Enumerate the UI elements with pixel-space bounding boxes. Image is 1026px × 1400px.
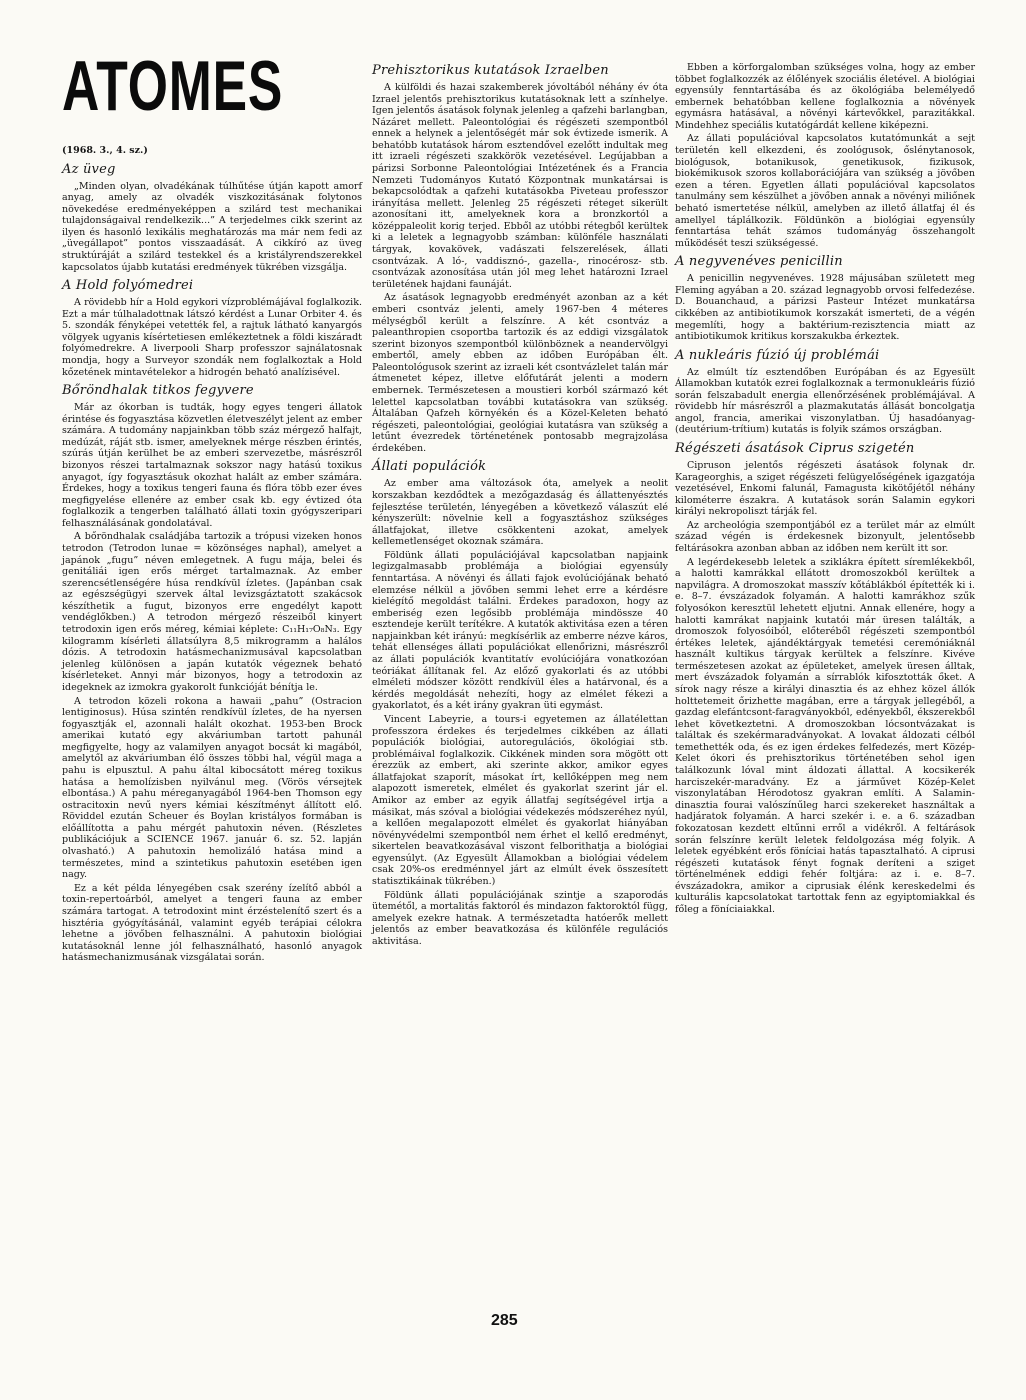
article-paragraph: A legérdekesebb leletek a sziklákra épített síremlékekből, a halotti kamrákkal ellátott dromoszokból kerültek a napvilágra. A dromoszokat masszív kőtáblákból építették ki i. e. 8–7. évszázadok folyamán. A halotti kamrákhoz szűk folyosókon keresztül lehetett eljutni. Annak ellenére, hogy a halotti kamrákat napjaink kutatói már üresen találták, a dromoszok folyosóiból, előteréből régészeti szempontból értékes leletek, ajándéktárgyak temetési ceremóniáknál használt kultikus tárgyak kerültek a felszínre. Kivéve természetesen azokat az épületeket, amelyek üresen álltak, mert évszázadok folyamán a sírrablók kifosztották őket. A sírok nagy része a királyi dinasztia és az ehhez közel állók holttetemeit őrizhette magában, erre a tárgyak jellegéből, a gazdag elefántcsont-faragványokból, edényekből, ékszerekből lehet következtetni. A dromoszokban lócsontvázakat is találtak és szekérmaradványokat. A lovakat áldozati célból temethették oda, és ez igen érdekes felfedezés, mert Közép-Kelet ókori és prehisztorikus történetében sehol igen találkozunk lóval mint áldozati állattal. A kocsikerék harciszekér-maradvány. Ez a járművet Közép-Kelet viszonylatában Hérodotosz gyakran említi. A Salamin-dinasztia fourai valószínűleg harci szekereket használtak a hadjáratok folyamán. A harci szekér i. e. a 6. században fokozatosan kezdett eltűnni erről a vidékről. A feltárások során felszínre került leletek feldolgozása még folyik. A leletek egyébként erős föníciai hatás tapasztalható. A ciprusi régészeti kutatások fényt fognak deríteni a sziget történelmének eddigi fehér foltjára: az i. e. 8–7. évszázadokra, amikor a ciprusiak élénk kereskedelmi és kulturális kapcsolatokat tartottak fenn az egyiptomiakkal és főleg a föníciaiakkal. (675, 556, 975, 915)
article-paragraph: Földünk állati populációjával kapcsolatban napjaink legizgalmasabb problémája a biológiai egyensúly fenntartása. A növényi és állati fajok evolúciójának beható elemzése nélkül a jövőben semmi lehet erre a kérdésre kielégítő megoldást találni. Érdekes paradoxon, hogy az emberiség ezen legősibb problémája mindössze 40 esztendeje került terítékre. A kutatók aktivitása ezen a téren napjainkban két irányú: megkísérlik az emberre nézve káros, tehát ellenséges állati populációkat ellenőrizni, másrészről az állati populációk kvantitatív evolúciójára vonatkozóan teóriákat állítanak fel. Az előző gyakorlati és az utóbbi elméleti módszer között rendkívül éles a határvonal, és a kérdés megoldását nehezíti, hogy az elmélet fékezi a gyakorlatot, és a két irány gyakran üti egymást. (372, 549, 668, 712)
article-paragraph: Ebben a körforgalomban szükséges volna, hogy az ember többet foglalkozzék az élőlények szociális életével. A biológiai egyensúly fenntartásába és az ökológiába belemélyedő embernek behatóbban kellene foglalkoznia a növények egymásra hatásával, a növényi kártevőkkel, parazitákkal. Mindehhez speciális kutatógárdát kellene kiképezni. (675, 62, 975, 131)
article-paragraph: Az ember ama változások óta, amelyek a neolit korszakban kezdődtek a mezőgazdaság és állattenyésztés fejlesztése területén, lényegében a következő válaszút elé kényszerült: növelnie kell a fogyasztáshoz szükséges állatfajokat, illetve csökkenteni azokat, amelyek kellemetlenséget okoznak számára. (372, 478, 668, 548)
column-right (675, 62, 975, 918)
column-middle (372, 64, 668, 950)
article-paragraph: Már az ókorban is tudták, hogy egyes tengeri állatok érintése és fogyasztása közvetlen életveszélyt jelent az ember számára. A tudomány napjainkban több száz mérgező halfajt, medúzát, ráját stb. ismer, amelyeknek mérge részben érintés, szúrás útján kerülhet be az emberi szervezetbe, másrészről bizonyos részei tartalmaznak sokszor nagy hatású toxikus anyagot, így fogyasztásuk okozhat halált az ember számára. Érdekes, hogy a toxikus tengeri fauna és flóra több ezer éves megfigyelése ellenére az ember csak kb. egy évtized óta foglalkozik a tengerben található állati toxin gyógyszeripari felhasználásának gondolatával. (62, 402, 362, 529)
article-paragraph: Az elmúlt tíz esztendőben Európában és az Egyesült Államokban kutatók ezrei foglalkoznak a termonukleáris fúzió során felszabadult energia ellenőrzésének problémájával. A rövidebb hír másrészről a plazmakutatás állását boncolgatja angol, francia, amerikai viszonylatban. Új hasadóanyag-(deutérium-trítium) kutatás is folyik számos országban. (675, 366, 975, 436)
article-paragraph: Az archeológia szempontjából ez a terület már az elmúlt század végén is érdekesnek bizonyult, jelentősebb feltárásokra azonban abban az időben nem került itt sor. (675, 519, 975, 555)
article-paragraph: Földünk állati populációjának szintje a szaporodás ütemétől, a mortalitás faktoról és mindazon faktoroktól függ, amelyek ezekre hatnak. A természetadta hatóerők mellett jelentős az ember beavatkozása és különféle regulációs aktivitása. (372, 889, 668, 947)
article-title: Régészeti ásatások Ciprus szigetén (675, 441, 915, 457)
article-title: A negyvenéves penicillin (675, 254, 843, 270)
article-paragraph: Az ásatások legnagyobb eredményét azonban az a két emberi csontváz jelenti, amely 1967-ben 4 méteres mélységből került a felszínre. A két csontváz a paleanthropien csoportba tartozik és az eddigi vizsgálatok szerint bizonyos szempontból különböznek a neandervölgyi embertől, amely ebben az időben Európában élt. Paleontológusok szerint az izraeli két csontvázlelet talán már átmenetet képez, illetve előfutárát jelenti a modern embernek. Természetesen a moustieri korból származó két lelettel kapcsolatban további kutatásokra van szükség. Általában Qafzeh környékén és a Közel-Keleten beható régészeti, paleontológiai, geológiai kutatásra van szükség a letűnt évezredek történetének pontosabb megrajzolása érdekében. (372, 292, 668, 454)
article-paragraph: Cipruson jelentős régészeti ásatások folynak dr. Karageorghis, a sziget régészeti felügyelőségének igazgatója vezetésével, Enkomi falunál, Famagusta kikötőjétől néhány kilométerre északra. A kutatások során Salamin egykori királyi nekropoliszt tárják fel. (675, 460, 975, 518)
article-paragraph: A tetrodon közeli rokona a hawaii „pahu” (Ostracion lentiginosus). Húsa szintén rendkívül ízletes, de ha nyersen fogyasztják el, azonnali halált okozhat. 1953-ben Brock amerikai kutató egy akváriumban tartott pahunál megfigyelte, hogy az valamilyen anyagot bocsát ki magából, amelytől az akváriumban élő összes többi hal, végül maga a pahu is elpusztul. A pahu által kibocsátott méreg toxikus hatása a hemolízisben nyilvánul meg. (Vörös vérsejtek elbontása.) A pahu méreganyagából 1964-ben Thomson egy ostracitoxin nevű nyers kémiai készítményt állított elő. Röviddel ezután Scheuer és Boylan kristályos formában is előállította a pahu mérgét pahutoxin néven. (Részletes publikációjuk a SCIENCE 1967. január 6. sz. 52. lapján olvasható.) A pahutoxin hemolizáló hatása mind a természetes, mind a szintetikus pahutoxin esetében igen nagy. (62, 695, 362, 881)
article-paragraph: A penicillin negyvenéves. 1928 májusában született meg Fleming agyában a 20. század legnagyobb orvosi felfedezése. D. Bouanchaud, a párizsi Pasteur Intézet munkatársa cikkében az antibiotikumok korszakát ismerteti, de a végén megemlíti, hogy a baktérium-rezisztencia miatt az antibiotikumok kritikus korszakukba érkeztek. (675, 273, 975, 343)
magazine-title: ATOMES (62, 47, 284, 126)
article-title: Bőröndhalak titkos fegyvere (62, 383, 254, 399)
column-left (62, 47, 362, 966)
article-title: Prehisztorikus kutatások Izraelben (372, 63, 609, 78)
article-paragraph: A rövidebb hír a Hold egykori vízproblémájával foglalkozik. Ezt a már túlhaladottnak látszó kérdést a Lunar Orbiter 4. és 5. szondák fényképei vetették fel, a rajtuk látható kanyargós völgyek ugyanis kísértetiesen emlékeztetnek a földi kiszáradt folyómedrekre. A liverpooli Sharp professzor sajnálatosnak mondja, hogy a Surveyor szondák nem foglalkoztak a Hold kőzetének mintavételekor a hidrogén beható analízisével. (62, 297, 362, 378)
article-title: A Hold folyómedrei (62, 278, 194, 294)
article-title: Állati populációk (372, 459, 487, 475)
article-title: Az üveg (62, 161, 116, 177)
article-paragraph: Vincent Labeyrie, a tours-i egyetemen az állatélettan professzora érdekes és terjedelmes cikkében az állati populációk biológiai, autoregulációs, ökológiai stb. problémáival foglalkozik. Cikkének minden sora mögött ott érezzük az embert, aki szerinte akkor, amikor egyes állatfajokat szaporít, másokat írt, kellőképpen meg nem alapozott ismeretek, elmélet és gyakorlat szerint jár el. Amikor az ember az egyik állatfaj segítségével irtja a másikat, más szóval a biológiai védekezés módszeréhez nyúl, a kellően megalapozott elmélet és gyakorlat hiányában növényvédelmi szempontból nem érhet el kellő eredményt, sikertelen beavatkozásával viszont felborithatja a biológiai egyensúlyt. (Az Egyesült Államokban a biológiai védelem csak 20%-os eredménnyel járt az elmúlt évek összesített statisztikáinak tükrében.) (372, 713, 668, 888)
article-title: A nukleáris fúzió új problémái (675, 347, 880, 363)
article-paragraph: Az állati populációval kapcsolatos kutatómunkát a sejt területén kell elkezdeni, és zoológusok, őslénytanosok, biológusok, botanikusok, genetikusok, fizikusok, biokémikusok szoros kollaborációjára van szükség a jövőben ezen a téren. Egyetlen állati populációval kapcsolatos tanulmány sem készülhet a jövőben annak a növényi miliőnek beható ismertetése nélkül, amelyben az illető állatfaj él és amellyel táplálkozik. Földünkön a biológiai egyensúly fenntartása tehát számos tudományág összehangolt működését teszi szükségessé. (675, 133, 975, 249)
article-paragraph: Ez a két példa lényegében csak szerény ízelítő abból a toxin-repertoárból, amelyet a tengeri fauna az ember számára tartogat. A tetrodoxint mint érzéstelenítő szert és a hisztéria gyógyításánál, valamint egyéb terápiai célokra lehetne a jövőben felhasználni. A pahutoxin biológiai kutatásoknál lenne jól felhasználható, hasonló anyagok hatásmechanizmusának vizsgálatai során. (62, 882, 362, 964)
page-number: 285 (491, 1312, 518, 1329)
issue-reference: (1968. 3., 4. sz.) (62, 145, 148, 156)
article-paragraph: A külföldi és hazai szakemberek jóvoltából néhány év óta Izrael jelentős prehisztorikus kutatásoknak lett a színhelye. Igen jelentős ásatások folynak jelenleg a qafzehi barlangban, Názáret mellett. Paleontológiai és régészeti szempontból ennek a helynek a jelentőségét már sok évtizede ismerik. A behatóbb kutatások három esztendővel ezelőtt indultak meg itt izraeli régészeti szakkörök vezetésével. Legújabban a párizsi Sorbonne Paleontológiai Intézetének és a Francia Nemzeti Tudományos Kutató Központnak munkatársai is bekapcsolódtak a qafzehi kutatásokba Piveteau professzor irányítása mellett. Jelenleg 25 régészeti réteget sikerült azonosítani itt, amelyeknek kora a bronzkortól a középpaleolit korig terjed. Ebből az utóbbi rétegből kerültek ki a leletek a legnagyobb számban: különféle használati tárgyak, kovakövek, vadászati felszerelések, állati csontvázak. A ló-, vaddisznó-, gazella-, rinocérosz- stb. csontvázak azonosítása után jól meg lehet határozni Izrael területének hajdani faunáját. (372, 81, 668, 290)
article-paragraph: A bőröndhalak családjába tartozik a trópusi vizeken honos tetrodon (Tetrodon lunae = közönséges naphal), amelyet a japánok „fugu” néven emlegetnek. A fugu mája, belei és genitáliái igen erős mérget tartalmaznak. Az ember szerencsétlenségére húsa rendkívül ízletes. (Japánban csak az egészségügyi szervek által levizsgáztatott szakácsok készíthetik a fugut, bizonyos erre engedélyt kapott vendéglőkben.) A tetrodon mérgező részeiből kinyert tetrodoxin igen erős méreg, kémiai képlete: C₁₁H₁₇O₈N₃. Egy kilogramm kísérleti állatsúlyra 8,5 mikrogramm a halálos dózis. A tetrodoxin hatásmechanizmusával kapcsolatban jelenleg különösen a japán kutatók végeznek beható kísérleteket. Annyi már bizonyos, hogy a tetrodoxin az idegeknek az izmokra gyakorolt funkcióját bénítja le. (62, 531, 362, 693)
article-paragraph: „Minden olyan, olvadékának túlhűtése útján kapott amorf anyag, amely az olvadék viszkozitásának folytonos növekedése eredményeképpen a szilárd test mechanikai tulajdonságaival rendelkezik...” A terjedelmes cikk szerint az ilyen és hasonló lexikális meghatározás ma már nem fedi az „üvegállapot” pontos visszaadását. A cikkíró az üveg struktúráját a szilárd testekkel és a kristályrendszerekkel kapcsolatos újabb kutatási eredmények tükrében vizsgálja. (62, 180, 362, 273)
